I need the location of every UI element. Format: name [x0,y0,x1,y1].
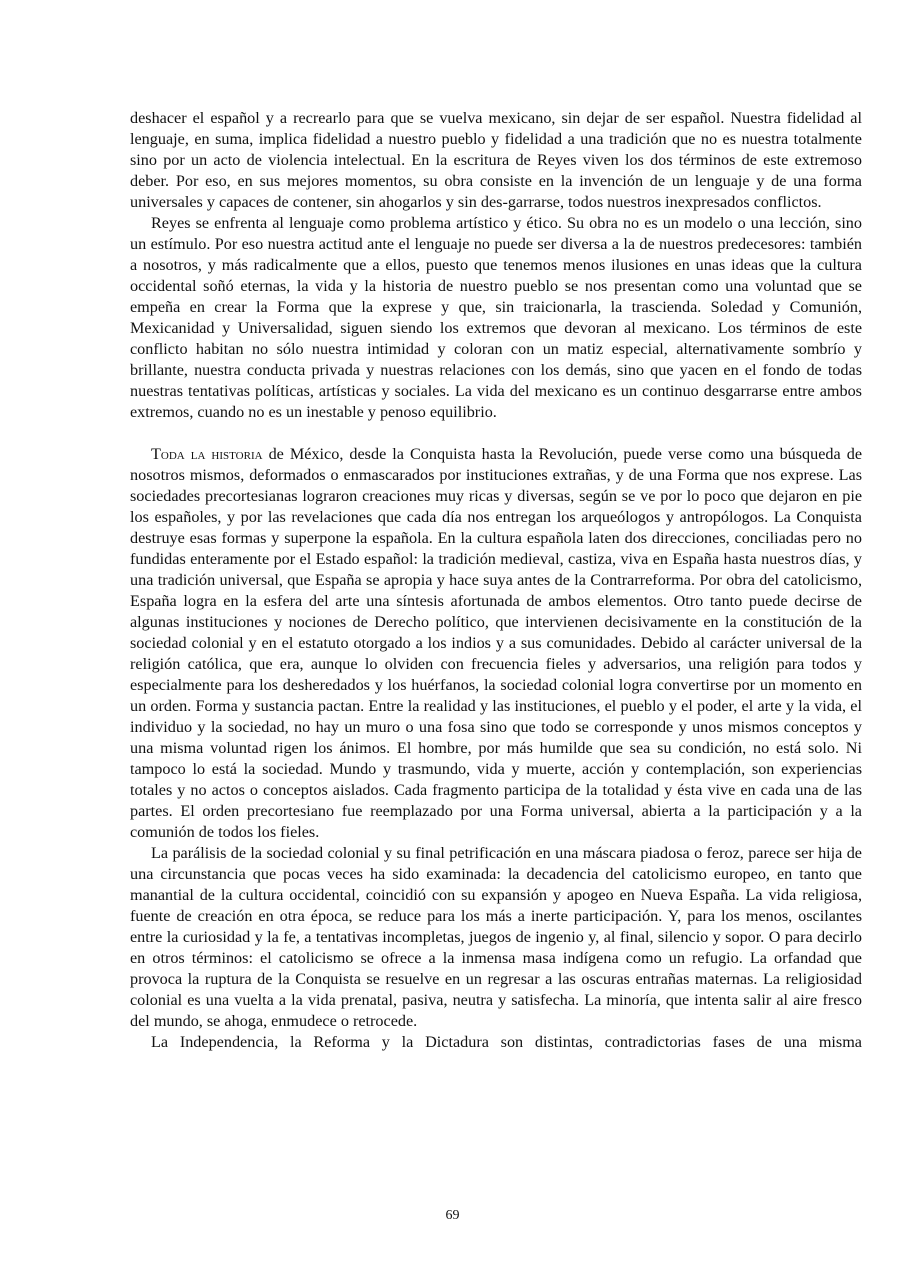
paragraph: deshacer el español y a recrearlo para que se vuelva mexicano, sin dejar de ser español. Nuestra fidelidad al lenguaje, en suma, implica fidelidad a nuestro pueblo y fidelidad a una tradición que no es nuestra totalmente sino por un acto de violencia intelectual. En la escritura de Reyes viven los dos términos de este extremoso deber. Por eso, en sus mejores momentos, su obra consiste en la invención de un lenguaje y de una forma universales y capaces de contener, sin ahogarlos y sin des-garrarse, todos nuestros inexpresados conflictos. [130,109,862,211]
section-opening-paragraph [130,444,862,843]
paragraph: Reyes se enfrenta al lenguaje como problema artístico y ético. Su obra no es un modelo o una lección, sino un estímulo. Por eso nuestra actitud ante el lenguaje no puede ser diversa a la de nuestros predecesores: también a nosotros, y más radicalmente que a ellos, puesto que tenemos menos ilusiones en unas ideas que la cultura occidental soñó eternas, la vida y la historia de nuestro pueblo se nos presentan como una voluntad que se empeña en crear la Forma que la exprese y que, sin traicionarla, la trascienda. Soledad y Comunión, Mexicanidad y Universalidad, siguen siendo los extremos que devoran al mexicano. Los términos de este conflicto habitan no sólo nuestra intimidad y coloran con un matiz especial, alternativamente sombrío y brillante, nuestra conducta privada y nuestras relaciones con los demás, sino que yacen en el fondo de todas nuestras tentativas políticas, artísticas y sociales. La vida del mexicano es un continuo desgarrarse entre ambos extremos, cuando no es un inestable y penoso equilibrio. [130,214,862,421]
paragraph: La parálisis de la sociedad colonial y su final petrificación en una máscara piadosa o feroz, parece ser hija de una circunstancia que pocas veces ha sido examinada: la decadencia del catolicismo europeo, en tanto que manantial de la cultura occidental, coincidió con su expansión y apogeo en Nueva España. La vida religiosa, fuente de creación en otra época, se reduce para los más a inerte participación. Y, para los menos, oscilantes entre la curiosidad y la fe, a tentativas incompletas, juegos de ingenio y, al final, silencio y sopor. O para decirlo en otros términos: el catolicismo se ofrece a la inmensa masa indígena como un refugio. La orfandad que provoca la ruptura de la Conquista se resuelve en un regresar a las oscuras entrañas maternas. La religiosidad colonial es una vuelta a la vida prenatal, pasiva, neutra y satisfecha. La minoría, que intenta salir al aire fresco del mundo, se ahoga, enmudece o retrocede. [130,844,862,1030]
paragraph-text: de México, desde la Conquista hasta la Revolución, puede verse como una búsqueda de nosotros mismos, deformados o enmascarados por instituciones extrañas, y de una Forma que nos exprese. Las sociedades precortesianas lograron creaciones muy ricas y diversas, según se ve por lo poco que dejaron en pie los españoles, y por las revelaciones que cada día nos entregan los arqueólogos y antropólogos. La Conquista destruye esas formas y superpone la española. En la cultura española laten dos direcciones, conciliadas pero no fundidas enteramente por el Estado español: la tradición medieval, castiza, viva en España hasta nuestros días, y una tradición universal, que España se apropia y hace suya antes de la Contrarreforma. Por obra del catolicismo, España logra en la esfera del arte una síntesis afortunada de ambos elementos. Otro tanto puede decirse de algunas instituciones y nociones de Derecho político, que intervienen decisivamente en la constitución de la sociedad colonial y en el estatuto otorgado a los indios y a sus comunidades. Debido al carácter universal de la religión católica, que era, aunque lo olviden con frecuencia fieles y adversarios, una religión para todos y especialmente para los desheredados y los huérfanos, la sociedad colonial logra convertirse por un momento en un orden. Forma y sustancia pactan. Entre la realidad y las instituciones, el pueblo y el poder, el arte y la vida, el individuo y la sociedad, no hay un muro o una fosa sino que todo se corresponde y unos mismos conceptos y una misma voluntad rigen los ánimos. El hombre, por más humilde que sea su condición, no está solo. Ni tampoco lo está la sociedad. Mundo y trasmundo, vida y muerte, acción y contemplación, son experiencias totales y no actos o conceptos aislados. Cada fragmento participa de la totalidad y ésta vive en cada una de las partes. El orden precortesiano fue reemplazado por una Forma universal, abierta a la participación y a la comunión de todos los fieles. [130,445,863,841]
page-body [130,108,862,1053]
paragraph: La Independencia, la Reforma y la Dictadura son distintas, contradictorias fases de una misma [151,1033,862,1051]
page-number: 69 [445,1208,460,1223]
small-caps-lead: Toda la historia [151,445,263,463]
